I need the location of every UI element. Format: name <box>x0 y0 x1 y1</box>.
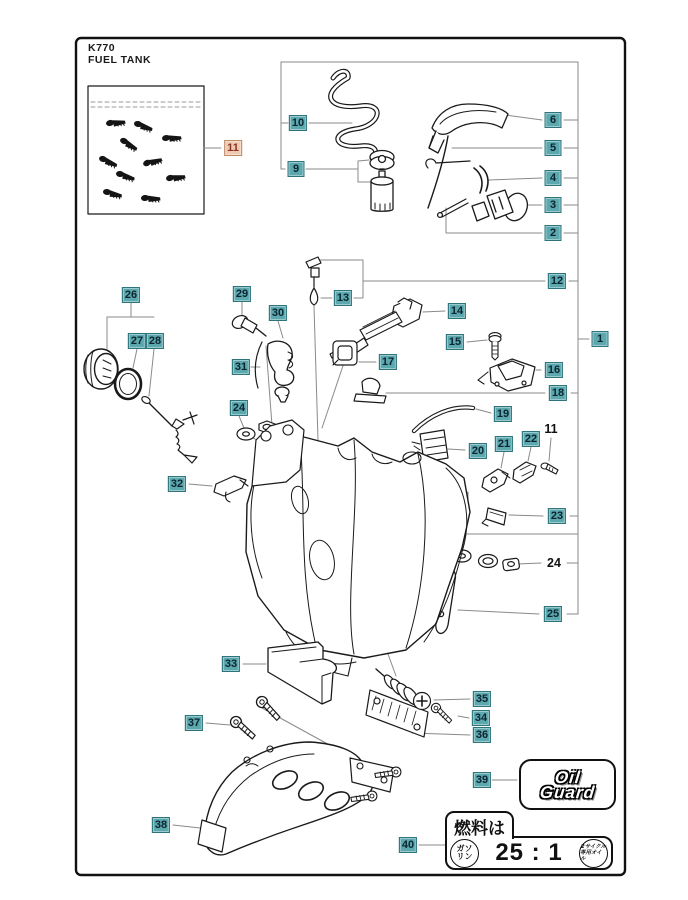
callout-38[interactable]: 38 <box>152 817 170 833</box>
callout-36[interactable]: 36 <box>473 727 491 743</box>
fuel-hose-drawing <box>331 71 378 158</box>
callout-11-highlighted[interactable]: 11 <box>224 140 242 156</box>
fuel-mix-label <box>445 811 613 870</box>
callout-37[interactable]: 37 <box>185 715 203 731</box>
callout-32[interactable]: 32 <box>168 476 186 492</box>
callout-19[interactable]: 19 <box>494 406 512 422</box>
gasoline-text-2: リン <box>456 852 473 861</box>
two-cycle-text-2: 専用オイル <box>580 850 602 862</box>
callout-1[interactable]: 1 <box>592 331 609 347</box>
callout-24-plain: 24 <box>547 556 561 570</box>
screw-34-drawing <box>428 702 455 724</box>
screw-15-drawing <box>489 333 501 360</box>
two-cycle-oil-circle <box>579 839 608 868</box>
callout-16[interactable]: 16 <box>545 362 563 378</box>
clip-18-drawing <box>354 378 386 403</box>
cap-retainer-drawing <box>141 395 197 463</box>
callout-24[interactable]: 24 <box>230 400 248 416</box>
callout-26[interactable]: 26 <box>122 287 140 303</box>
callout-5[interactable]: 5 <box>545 140 562 156</box>
fuel-filter-drawing <box>370 151 394 212</box>
oil-guard-line2: Guard <box>538 782 597 802</box>
wire-31-drawing <box>255 342 262 388</box>
tank-cap-assembly-drawing <box>426 104 531 224</box>
latch-22-drawing <box>513 462 536 483</box>
model-number: K770 <box>88 42 116 54</box>
callout-17[interactable]: 17 <box>379 354 397 370</box>
callout-6[interactable]: 6 <box>545 112 562 128</box>
callout-15[interactable]: 15 <box>446 334 464 350</box>
callout-31[interactable]: 31 <box>232 359 250 375</box>
gasoline-text-1: ガソ <box>456 844 473 853</box>
callout-11-plain: 11 <box>544 422 558 436</box>
title-block <box>88 42 151 66</box>
fuel-mix-tab: 燃料は <box>445 811 514 839</box>
callout-10[interactable]: 10 <box>289 115 307 131</box>
callout-23[interactable]: 23 <box>548 508 566 524</box>
callout-3[interactable]: 3 <box>545 197 562 213</box>
callout-30[interactable]: 30 <box>269 305 287 321</box>
screw-11-drawing <box>541 463 558 474</box>
fuel-cap-drawing <box>84 349 141 399</box>
oil-guard-badge <box>519 759 616 810</box>
washers-24-drawing <box>453 550 520 571</box>
callout-27[interactable]: 27 <box>128 333 146 349</box>
callout-25[interactable]: 25 <box>544 606 562 622</box>
callout-34[interactable]: 34 <box>472 710 490 726</box>
oil-guard-line1: Oil <box>553 767 582 787</box>
hardware-box <box>88 86 204 214</box>
clip-32-drawing <box>214 476 248 502</box>
callout-2[interactable]: 2 <box>545 225 562 241</box>
mix-ratio-value: 25 : 1 <box>495 839 563 866</box>
callout-28[interactable]: 28 <box>146 333 164 349</box>
clip-17-drawing <box>333 341 357 365</box>
callout-39[interactable]: 39 <box>473 772 491 788</box>
page-title: FUEL TANK <box>88 54 152 66</box>
callout-18[interactable]: 18 <box>549 385 567 401</box>
callout-22[interactable]: 22 <box>522 431 540 447</box>
callout-12[interactable]: 12 <box>548 273 566 289</box>
callout-35[interactable]: 35 <box>473 691 491 707</box>
callout-13[interactable]: 13 <box>334 290 352 306</box>
breather-valve-drawing <box>306 257 321 305</box>
bracket-23-drawing <box>482 508 506 526</box>
pump-16-drawing <box>478 359 535 391</box>
latch-21-drawing <box>482 469 510 492</box>
callout-20[interactable]: 20 <box>469 443 487 459</box>
elbow-30-drawing <box>267 341 293 402</box>
screws-37-drawing <box>227 694 284 739</box>
pickup-29-drawing <box>230 313 266 336</box>
callout-21[interactable]: 21 <box>495 436 513 452</box>
callout-14[interactable]: 14 <box>448 303 466 319</box>
hose-19-drawing <box>414 407 473 431</box>
callout-33[interactable]: 33 <box>222 656 240 672</box>
callout-4[interactable]: 4 <box>545 170 562 186</box>
callout-29[interactable]: 29 <box>233 286 251 302</box>
callout-9[interactable]: 9 <box>288 161 305 177</box>
callout-40[interactable]: 40 <box>399 837 417 853</box>
two-cycle-text-1: 2サイクル <box>580 844 607 850</box>
gasoline-circle <box>450 839 479 868</box>
